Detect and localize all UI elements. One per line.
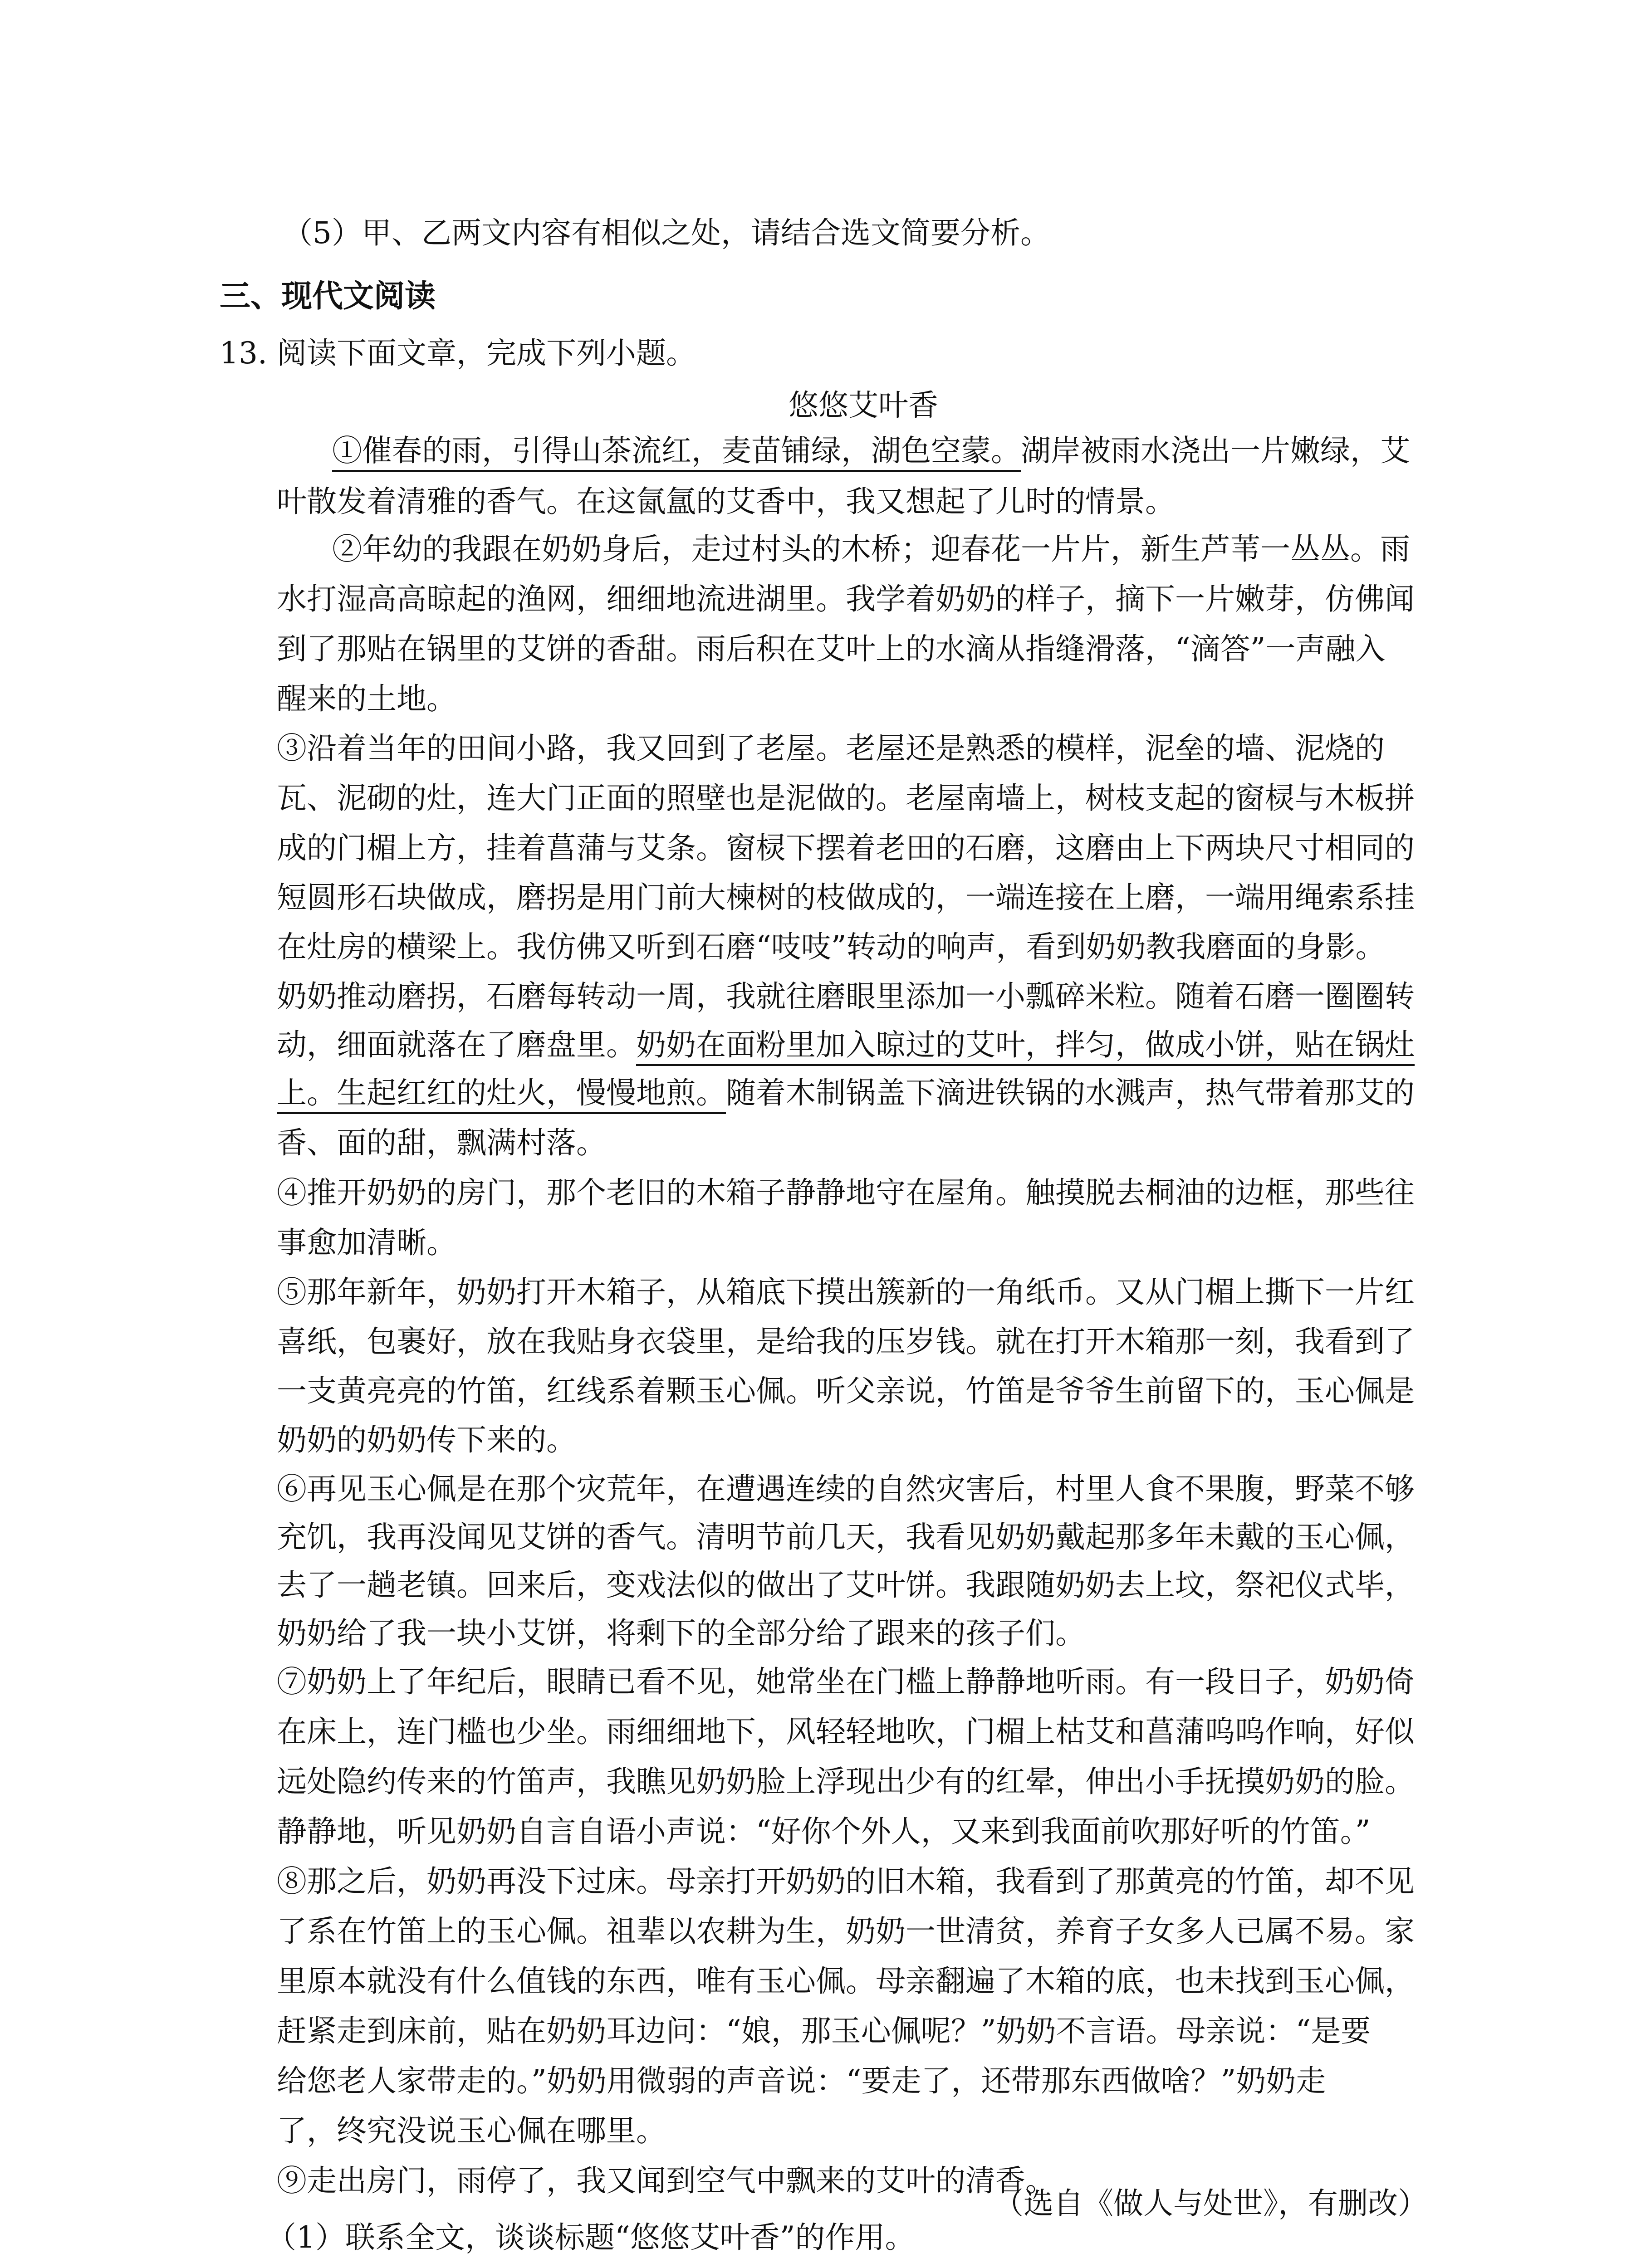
- article-line: [277, 1027, 1415, 1062]
- sub-question-1: （1）联系全文，谈谈标题“悠悠艾叶香”的作用。: [266, 2220, 915, 2255]
- article-line: 赶紧走到床前，贴在奶奶耳边问：“娘，那玉心佩呢？”奶奶不言语。母亲说：“是要: [277, 2014, 1371, 2048]
- article-line: ⑥再见玉心佩是在那个灾荒年，在遭遇连续的自然灾害后，村里人食不果腹，野菜不够: [277, 1471, 1415, 1506]
- underlined-text: 奶奶在面粉里加入晾过的艾叶，拌匀，做成小饼，贴在锅灶: [636, 1027, 1415, 1066]
- line-text: 湖岸被雨水浇出一片嫩绿，艾: [1021, 433, 1410, 468]
- line-text: 随着木制锅盖下滴进铁锅的水溅声，热气带着那艾的: [726, 1075, 1415, 1110]
- article-line: 奶奶的奶奶传下来的。: [277, 1422, 576, 1457]
- article-title: 悠悠艾叶香: [789, 388, 938, 423]
- article-line: 了，终究没说玉心佩在哪里。: [277, 2113, 666, 2148]
- article-line: 醒来的土地。: [277, 681, 456, 716]
- article-line: ⑤那年新年，奶奶打开木箱子，从箱底下摸出簇新的一角纸币。又从门楣上撕下一片红: [277, 1275, 1415, 1310]
- line-text: 动，细面就落在了磨盘里。: [277, 1027, 636, 1062]
- question-5: （5）甲、乙两文内容有相似之处，请结合选文简要分析。: [283, 215, 1050, 250]
- article-line: ③沿着当年的田间小路，我又回到了老屋。老屋还是熟悉的模样，泥垒的墙、泥烧的: [277, 731, 1385, 766]
- article-line: 香、面的甜，飘满村落。: [277, 1125, 606, 1160]
- article-line: 静静地，听见奶奶自言自语小声说：“好你个外人，又来到我面前吹那好听的竹笛。”: [277, 1814, 1371, 1849]
- article-line: 在灶房的横梁上。我仿佛又听到石磨“吱吱”转动的响声，看到奶奶教我磨面的身影。: [277, 929, 1386, 964]
- article-line: 里原本就没有什么值钱的东西，唯有玉心佩。母亲翻遍了木箱的底，也未找到玉心佩，: [277, 1964, 1415, 1999]
- section-heading: 三、现代文阅读: [220, 279, 436, 314]
- article-line: 到了那贴在锅里的艾饼的香甜。雨后积在艾叶上的水滴从指缝滑落，“滴答”一声融入: [277, 631, 1386, 666]
- citation: （选自《做人与处世》，有删改）: [994, 2186, 1428, 2221]
- article-line: ⑧那之后，奶奶再没下过床。母亲打开奶奶的旧木箱，我看到了那黄亮的竹笛，却不见: [277, 1864, 1415, 1899]
- article-line: 充饥，我再没闻见艾饼的香气。清明节前几天，我看见奶奶戴起那多年未戴的玉心佩，: [277, 1520, 1415, 1554]
- article-line: [277, 1075, 1415, 1110]
- article-line: 喜纸，包裹好，放在我贴身衣袋里，是给我的压岁钱。就在打开木箱那一刻，我看到了: [277, 1324, 1415, 1359]
- article-line: 了系在竹笛上的玉心佩。祖辈以农耕为生，奶奶一世清贫，养育子女多人已属不易。家: [277, 1914, 1415, 1949]
- article-line: 一支黄亮亮的竹笛，红线系着颗玉心佩。听父亲说，竹笛是爷爷生前留下的，玉心佩是: [277, 1374, 1415, 1408]
- article-line: ②年幼的我跟在奶奶身后，走过村头的木桥；迎春花一片片，新生芦苇一丛丛。雨: [332, 532, 1410, 567]
- article-line: ④推开奶奶的房门，那个老旧的木箱子静静地守在屋角。触摸脱去桐油的边框，那些往: [277, 1175, 1415, 1210]
- article-line: 成的门楣上方，挂着菖蒲与艾条。窗棂下摆着老田的石磨，这磨由上下两块尺寸相同的: [277, 831, 1415, 865]
- article-line: 瓦、泥砌的灶，连大门正面的照壁也是泥做的。老屋南墙上，树枝支起的窗棂与木板拼: [277, 781, 1415, 816]
- article-line: 事愈加清晰。: [277, 1225, 456, 1260]
- article-line: 去了一趟老镇。回来后，变戏法似的做出了艾叶饼。我跟随奶奶去上坟，祭祀仪式毕，: [277, 1568, 1415, 1603]
- article-line: 给您老人家带走的。”奶奶用微弱的声音说：“要走了，还带那东西做啥？”奶奶走: [277, 2063, 1326, 2098]
- underlined-text: 上。生起红红的灶火，慢慢地煎。: [277, 1075, 726, 1114]
- article-line: ⑦奶奶上了年纪后，眼睛已看不见，她常坐在门槛上静静地听雨。有一段日子，奶奶倚: [277, 1664, 1415, 1699]
- article-line: 在床上，连门槛也少坐。雨细细地下，风轻轻地吹，门楣上枯艾和菖蒲呜呜作响，好似: [277, 1714, 1415, 1749]
- article-line: [332, 433, 1410, 468]
- article-line: 叶散发着清雅的香气。在这氤氲的艾香中，我又想起了儿时的情景。: [277, 484, 1175, 519]
- article-line: 水打湿高高晾起的渔网，细细地流进湖里。我学着奶奶的样子，摘下一片嫩芽，仿佛闻: [277, 582, 1415, 616]
- question-13: 13. 阅读下面文章，完成下列小题。: [220, 336, 696, 371]
- article-line: 奶奶推动磨拐，石磨每转动一周，我就往磨眼里添加一小瓢碎米粒。随着石磨一圈圈转: [277, 979, 1415, 1014]
- article-line: 短圆形石块做成，磨拐是用门前大楝树的枝做成的，一端连接在上磨，一端用绳索系挂: [277, 880, 1415, 915]
- article-line: ⑨走出房门，雨停了，我又闻到空气中飘来的艾叶的清香。: [277, 2163, 1055, 2198]
- article-line: 奶奶给了我一块小艾饼，将剩下的全部分给了跟来的孩子们。: [277, 1616, 1085, 1651]
- article-line: 远处隐约传来的竹笛声，我瞧见奶奶脸上浮现出少有的红晕，伸出小手抚摸奶奶的脸。: [277, 1764, 1415, 1799]
- underlined-text: ①催春的雨，引得山茶流红，麦苗铺绿，湖色空蒙。: [332, 433, 1021, 472]
